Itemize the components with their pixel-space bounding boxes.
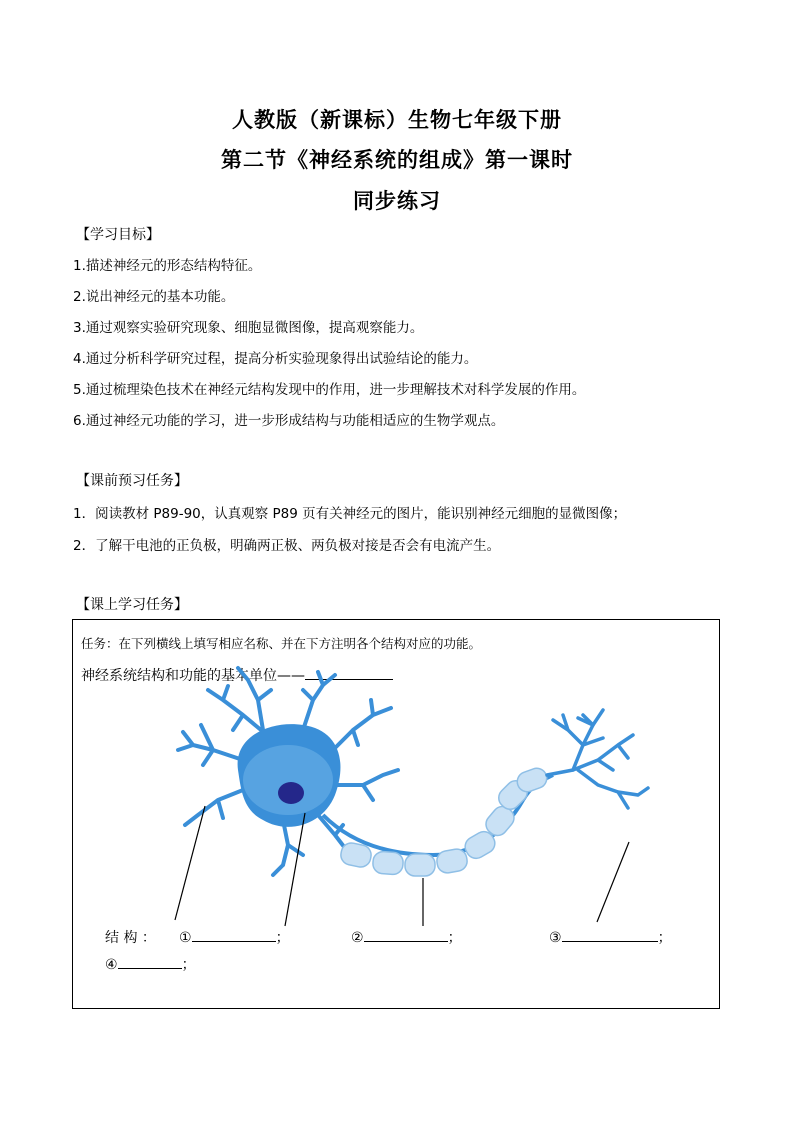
preview-item: 1．阅读教材 P89-90，认真观察 P89 页有关神经元的图片，能识别神经元细胞的显微图像； (73, 506, 627, 522)
basic-unit-prefix: 神经系统结构和功能的基本单位—— (81, 668, 305, 684)
separator: ； (275, 930, 290, 946)
objective-item: 2.说出神经元的基本功能。 (73, 289, 235, 305)
objectives-heading: 【学习目标】 (76, 227, 160, 243)
mark-3: ③ (549, 930, 562, 946)
blank-4[interactable] (118, 954, 182, 969)
cell-body-highlight (243, 745, 333, 815)
objective-item: 4.通过分析科学研究过程，提高分析实验现象得出试验结论的能力。 (73, 351, 478, 367)
mark-1: ① (179, 930, 192, 946)
title-line-2: 第二节《神经系统的组成》第一课时 (221, 147, 573, 172)
title-line-1: 人教版（新课标）生物七年级下册 (232, 107, 562, 132)
structure-item-2 (351, 927, 462, 947)
structure-item-1 (179, 927, 290, 947)
separator: ； (181, 957, 196, 973)
task-instruction: 任务：在下列横线上填写相应名称、并在下方注明各个结构对应的功能。 (81, 636, 482, 651)
separator: ； (657, 930, 672, 946)
mark-2: ② (351, 930, 364, 946)
preview-heading: 【课前预习任务】 (76, 473, 188, 489)
structure-label: 结 构 ： (105, 930, 156, 946)
separator: ； (447, 930, 462, 946)
axon-terminals (547, 710, 648, 808)
preview-item: 2．了解干电池的正负极，明确两正极、两负极对接是否会有电流产生。 (73, 538, 501, 554)
blank-3[interactable] (562, 927, 658, 942)
neuron-diagram (73, 620, 719, 1008)
blank-2[interactable] (364, 927, 448, 942)
blank-1[interactable] (192, 927, 276, 942)
objective-item: 5.通过梳理染色技术在神经元结构发现中的作用，进一步理解技术对科学发展的作用。 (73, 382, 586, 398)
objective-item: 1.描述神经元的形态结构特征。 (73, 258, 262, 274)
structure-item-4 (105, 954, 196, 974)
structure-item-3 (549, 927, 672, 947)
mark-4: ④ (105, 957, 118, 973)
classwork-heading: 【课上学习任务】 (76, 597, 188, 613)
task-box (72, 619, 720, 1009)
objective-item: 6.通过神经元功能的学习，进一步形成结构与功能相适应的生物学观点。 (73, 413, 505, 429)
nucleus (278, 782, 304, 804)
objective-item: 3.通过观察实验研究现象、细胞显微图像，提高观察能力。 (73, 320, 424, 336)
title-line-3: 同步练习 (353, 188, 441, 213)
